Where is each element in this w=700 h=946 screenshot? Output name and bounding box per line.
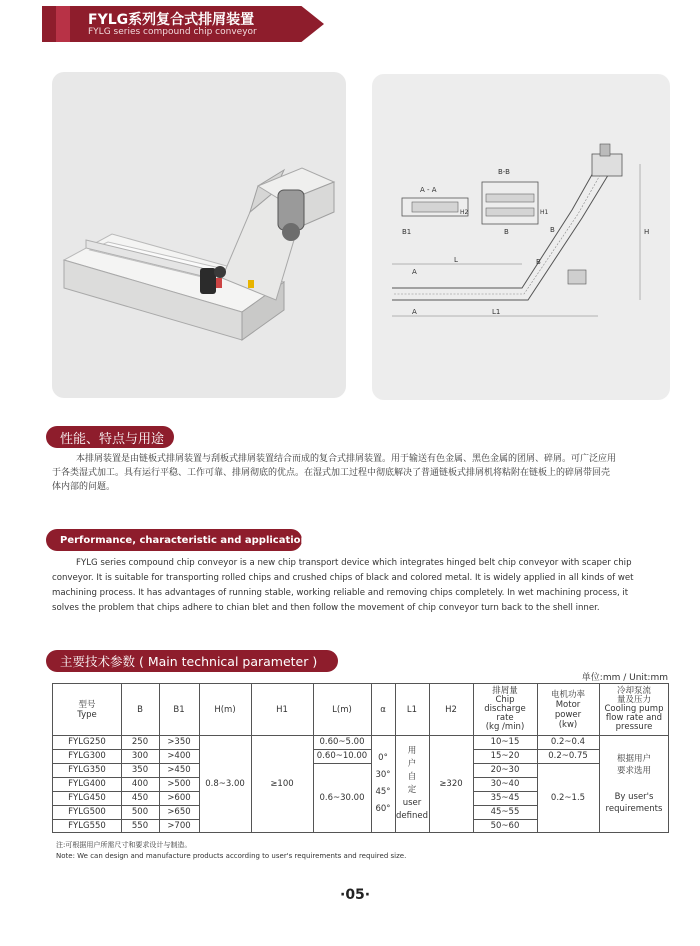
parameter-table xyxy=(52,683,669,833)
cell-type: FYLG250 xyxy=(68,737,106,747)
description-en-line: conveyor. It is suitable for transporting rolled chips and crushed chips of black and colored metal. It is widely applied in all kinds of wet xyxy=(52,573,634,583)
cell-h2-merged: ≥320 xyxy=(439,779,463,789)
cell-l-row2: 0.60~10.00 xyxy=(316,751,368,761)
unit-label: 单位:mm / Unit:mm xyxy=(581,673,668,683)
label-h1-section: H1 xyxy=(540,209,549,216)
cell-type: FYLG350 xyxy=(68,765,106,775)
section-title-cn: 性能、特点与用途 xyxy=(46,426,174,448)
header-h1: H1 xyxy=(276,704,288,715)
cell-l-rest: 0.6~30.00 xyxy=(319,793,365,803)
header-discharge: 排屑量 Chip discharge rate (kg /min) xyxy=(484,686,526,732)
cell-b: 550 xyxy=(131,821,149,831)
label-b-side: B xyxy=(536,258,541,266)
section-title-en: Performance, characteristic and application xyxy=(46,529,302,551)
cell-power-rest: 0.2~1.5 xyxy=(550,793,586,803)
label-l1: L1 xyxy=(492,308,501,316)
header-h2: H2 xyxy=(445,704,457,715)
cell-h-merged: 0.8~3.00 xyxy=(205,779,245,789)
description-en xyxy=(52,556,668,616)
note-en: Note: We can design and manufacture products according to user's requirements and required size. xyxy=(56,852,407,860)
conveyor-drawing xyxy=(372,74,670,400)
cell-cooling-merged: 根据用户 要求选用 By user's requirements xyxy=(605,754,663,814)
description-en-line: FYLG series compound chip conveyor is a new chip transport device which integrates hinged belt chip conveyor with scaper chip xyxy=(76,558,632,568)
section-title-params: 主要技术参数 ( Main technical parameter ) xyxy=(46,650,338,672)
label-a-top: A xyxy=(412,268,417,276)
cell-alpha-merged: 0° 30° 45° 60° xyxy=(375,753,391,814)
description-cn xyxy=(52,452,668,494)
cell-b1: >350 xyxy=(167,737,191,747)
cell-l1-merged: 用 户 自 定 user defined xyxy=(396,746,428,821)
header-b1: B1 xyxy=(173,704,185,715)
label-a-bottom: A xyxy=(412,308,417,316)
header-power: 电机功率 Motor power (kw) xyxy=(550,689,585,730)
cell-b: 450 xyxy=(131,793,149,803)
label-b-upper: B xyxy=(550,226,555,234)
label-bb: B-B xyxy=(498,168,510,176)
label-l: L xyxy=(454,256,458,264)
header-accent-stripe xyxy=(56,6,70,42)
cell-power-row1: 0.2~0.4 xyxy=(550,737,586,747)
product-photo-panel xyxy=(52,72,346,398)
cell-b1: >600 xyxy=(167,793,191,803)
description-cn-line: 本排屑装置是由链板式排屑装置与刮板式排屑装置结合而成的复合式排屑装置。用于输送有色金属、黑色金属的团屑、碎屑。可广泛应用 xyxy=(76,454,617,464)
cell-b1: >500 xyxy=(167,779,191,789)
cell-b: 300 xyxy=(131,751,149,761)
description-cn-line: 体内部的问题。 xyxy=(52,482,116,492)
description-en-line: machining process. It has advantages of running stable, working reliable and removing chips completely. In wet machining process, it xyxy=(52,588,629,598)
cell-discharge: 10~15 xyxy=(490,737,520,747)
page-subtitle: FYLG series compound chip conveyor xyxy=(88,27,257,37)
cell-h1-merged: ≥100 xyxy=(270,779,294,789)
cell-discharge: 50~60 xyxy=(490,821,520,831)
label-b: B xyxy=(504,228,509,236)
header-type: 型号 Type xyxy=(77,699,97,720)
cell-type: FYLG550 xyxy=(68,821,106,831)
technical-drawing-panel xyxy=(372,74,670,400)
label-h: H xyxy=(644,228,650,236)
cell-discharge: 45~55 xyxy=(490,807,520,817)
label-b1-left: B1 xyxy=(402,228,412,236)
cell-type: FYLG300 xyxy=(68,751,106,761)
label-h2: H2 xyxy=(460,209,469,216)
conveyor-photo xyxy=(52,72,346,398)
cell-b: 400 xyxy=(131,779,149,789)
label-aa: A - A xyxy=(420,186,437,194)
description-en-line: solves the problem that chips adhere to chian blet and then follow the movement of chip conveyor turn back to the shell inner. xyxy=(52,603,600,613)
cell-b1: >650 xyxy=(167,807,191,817)
cell-l-row1: 0.60~5.00 xyxy=(319,737,365,747)
cell-discharge: 30~40 xyxy=(490,779,520,789)
header-b: B xyxy=(137,704,143,715)
header-l1: L1 xyxy=(406,704,418,715)
cell-b: 350 xyxy=(131,765,149,775)
header-alpha: α xyxy=(380,704,386,715)
cell-b: 250 xyxy=(131,737,149,747)
cell-type: FYLG450 xyxy=(68,793,106,803)
cell-b1: >700 xyxy=(167,821,191,831)
cell-type: FYLG500 xyxy=(68,807,106,817)
cell-b1: >400 xyxy=(167,751,191,761)
cell-discharge: 35~45 xyxy=(490,793,520,803)
cell-b1: >450 xyxy=(167,765,191,775)
header-cooling: 冷却泵流 量及压力 Cooling pump flow rate and pressure xyxy=(604,686,664,732)
cell-discharge: 15~20 xyxy=(490,751,520,761)
cell-discharge: 20~30 xyxy=(490,765,520,775)
header-h: H(m) xyxy=(214,704,236,715)
cell-power-row2: 0.2~0.75 xyxy=(548,751,588,761)
description-cn-line: 于各类湿式加工。具有运行平稳、工作可靠、排屑彻底的优点。在湿式加工过程中彻底解决了普通链板式排屑机将粘附在链板上的碎屑带回壳 xyxy=(52,468,611,478)
page-title: FYLG系列复合式排屑装置 xyxy=(88,12,255,28)
page-number: ·05· xyxy=(340,887,371,903)
note-cn: 注:可根据用户所需尺寸和要求设计与制造。 xyxy=(56,841,192,849)
cell-b: 500 xyxy=(131,807,149,817)
cell-type: FYLG400 xyxy=(68,779,106,789)
header-l: L(m) xyxy=(332,704,352,715)
